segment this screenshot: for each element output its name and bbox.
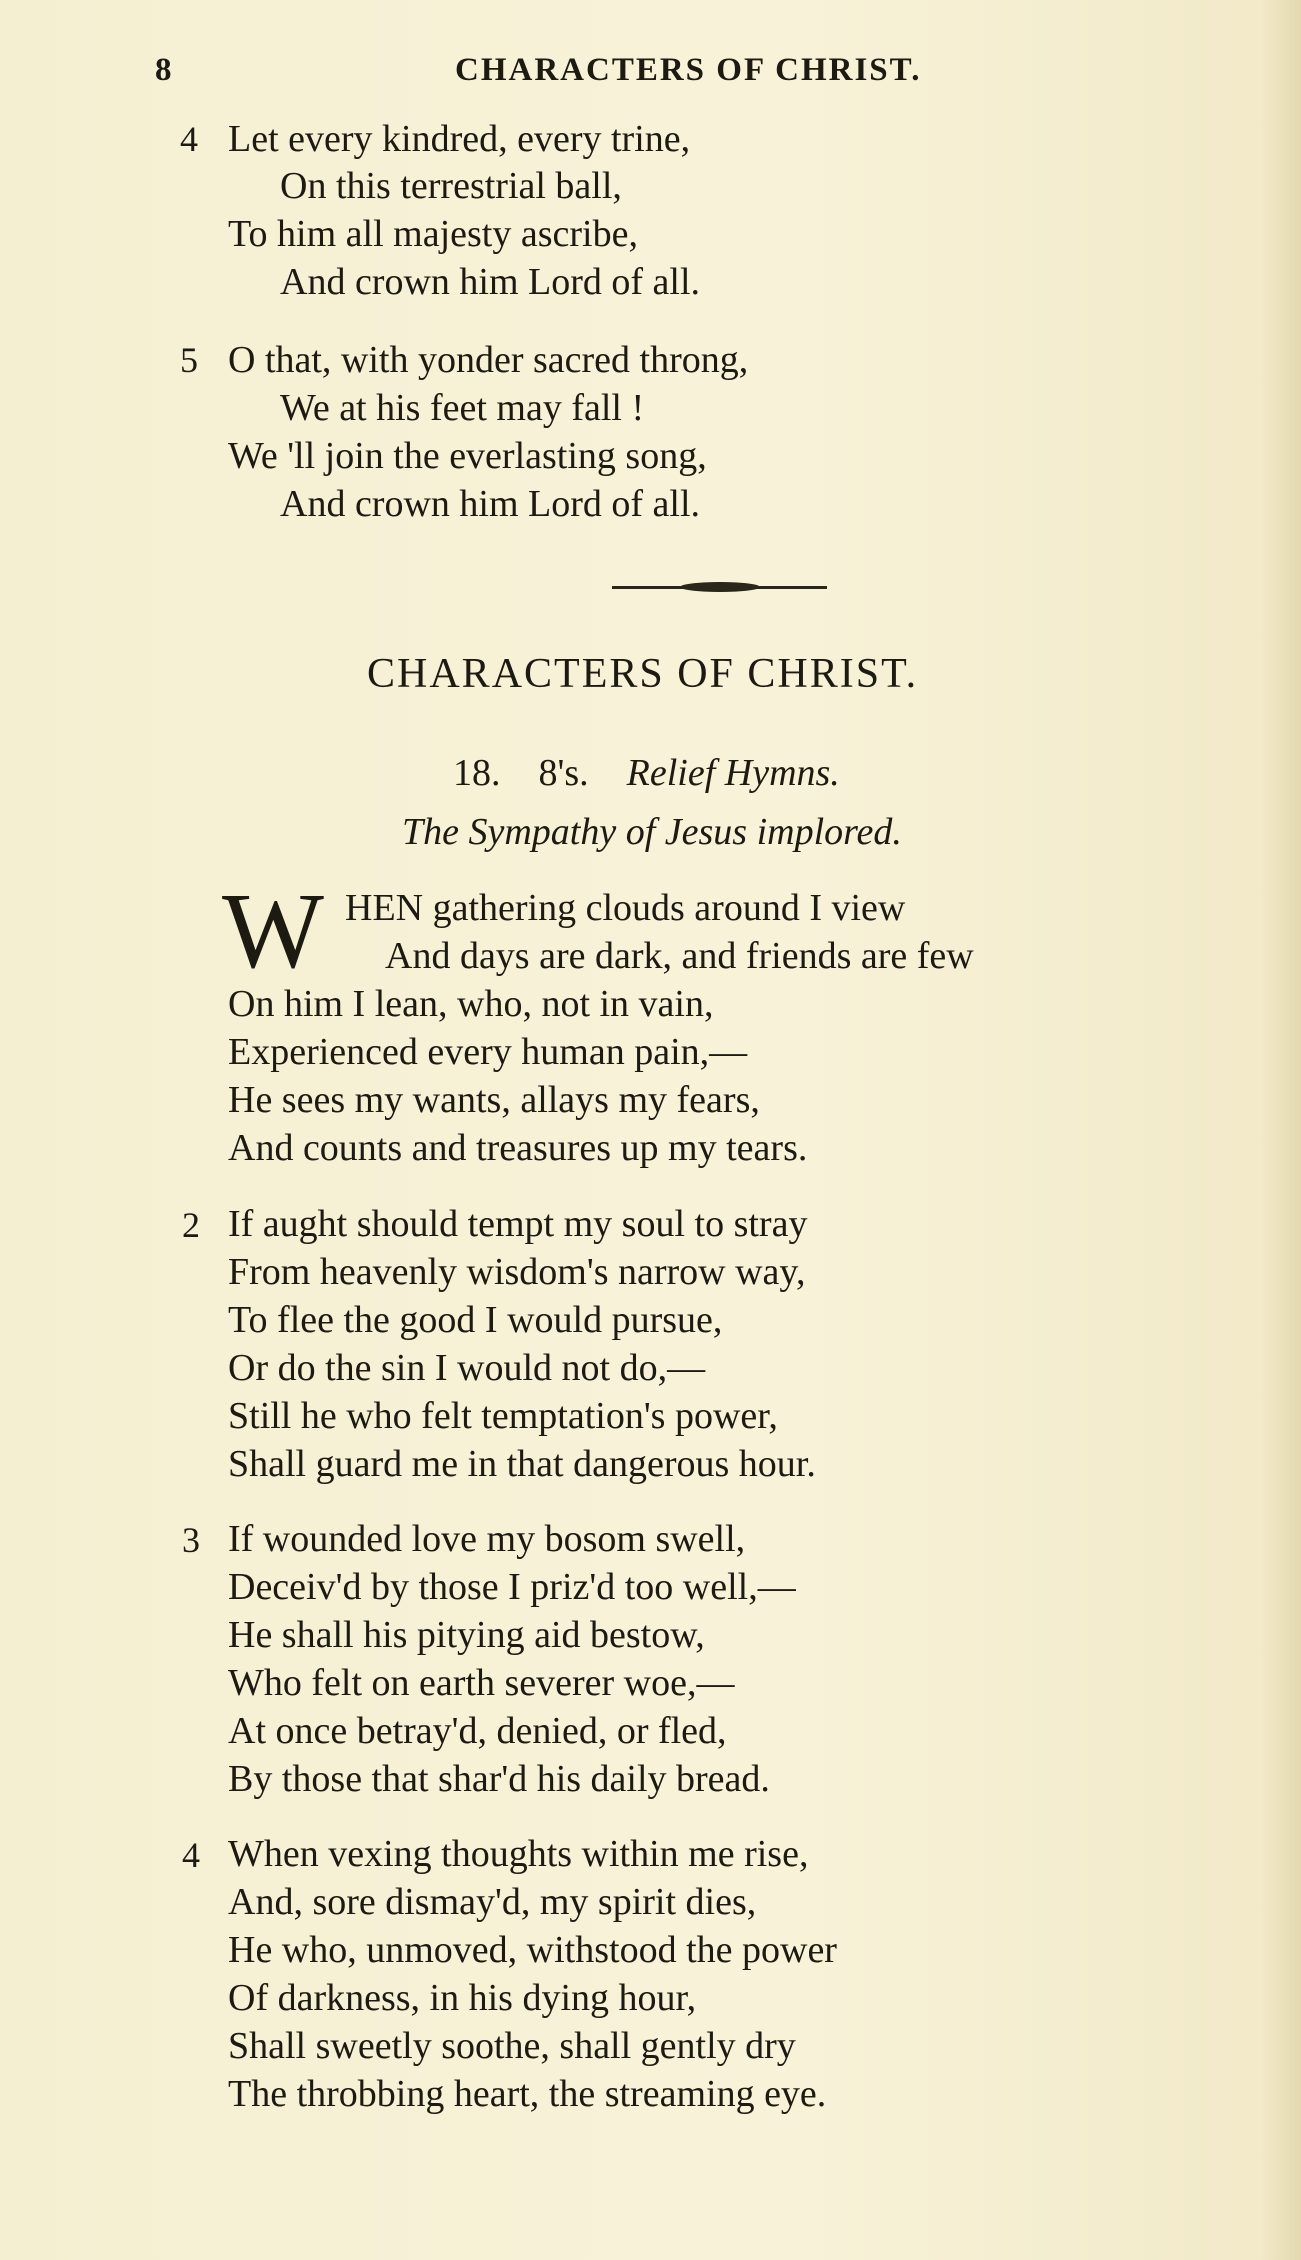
verse-line: We at his feet may fall ! — [280, 387, 645, 429]
stanza-number: 3 — [182, 1520, 200, 1560]
stanza-number: 5 — [180, 340, 198, 380]
verse-line: And crown him Lord of all. — [280, 261, 701, 303]
verse-line: Shall guard me in that dangerous hour. — [228, 1443, 816, 1485]
verse-line: And counts and treasures up my tears. — [228, 1127, 808, 1169]
stanza-number: 4 — [182, 1835, 200, 1875]
verse-line: The throbbing heart, the streaming eye. — [228, 2073, 827, 2115]
verse-line: He sees my wants, allays my fears, — [228, 1079, 760, 1121]
running-head-title: CHARACTERS OF CHRIST. — [455, 52, 922, 88]
hymn-number: 18. — [453, 752, 501, 794]
verse-line: Or do the sin I would not do,— — [228, 1347, 706, 1389]
verse-line: To him all majesty ascribe, — [228, 213, 638, 255]
stanza-number: 2 — [182, 1205, 200, 1245]
verse-line: O that, with yonder sacred throng, — [228, 339, 749, 381]
verse-line: He shall his pitying aid bestow, — [228, 1614, 705, 1656]
verse-line: Of darkness, in his dying hour, — [228, 1977, 697, 2019]
verse-line: To flee the good I would pursue, — [228, 1299, 723, 1341]
verse-line: If wounded love my bosom swell, — [228, 1518, 746, 1560]
verse-line: When vexing thoughts within me rise, — [228, 1833, 809, 1875]
section-divider-ornament — [680, 582, 760, 592]
page-edge-shadow — [1261, 0, 1301, 2260]
verse-line: Who felt on earth severer woe,— — [228, 1662, 735, 1704]
hymn-meter: 8's. — [538, 752, 589, 794]
verse-line: And days are dark, and friends are few — [385, 935, 974, 977]
section-title: CHARACTERS OF CHRIST. — [367, 651, 919, 697]
drop-cap: W — [222, 872, 324, 991]
verse-line: Still he who felt temptation's power, — [228, 1395, 778, 1437]
verse-line: HEN gathering clouds around I view — [345, 887, 906, 929]
stanza-number: 4 — [180, 119, 198, 159]
verse-line: He who, unmoved, withstood the power — [228, 1929, 837, 1971]
verse-line: And crown him Lord of all. — [280, 483, 701, 525]
verse-line: And, sore dismay'd, my spirit dies, — [228, 1881, 757, 1923]
verse-line: From heavenly wisdom's narrow way, — [228, 1251, 806, 1293]
hymn-subtitle: The Sympathy of Jesus implored. — [402, 811, 902, 853]
verse-line: On this terrestrial ball, — [280, 165, 622, 207]
verse-line: If aught should tempt my soul to stray — [228, 1203, 808, 1245]
verse-line: By those that shar'd his daily bread. — [228, 1758, 770, 1800]
hymn-meta — [453, 751, 840, 795]
verse-line: Let every kindred, every trine, — [228, 118, 691, 160]
hymn-source: Relief Hymns. — [626, 752, 840, 794]
verse-line: On him I lean, who, not in vain, — [228, 983, 714, 1025]
verse-line: Shall sweetly soothe, shall gently dry — [228, 2025, 796, 2067]
verse-line: Experienced every human pain,— — [228, 1031, 748, 1073]
verse-line: We 'll join the everlasting song, — [228, 435, 707, 477]
verse-line: At once betray'd, denied, or fled, — [228, 1710, 727, 1752]
page-number: 8 — [155, 52, 174, 88]
verse-line: Deceiv'd by those I priz'd too well,— — [228, 1566, 796, 1608]
